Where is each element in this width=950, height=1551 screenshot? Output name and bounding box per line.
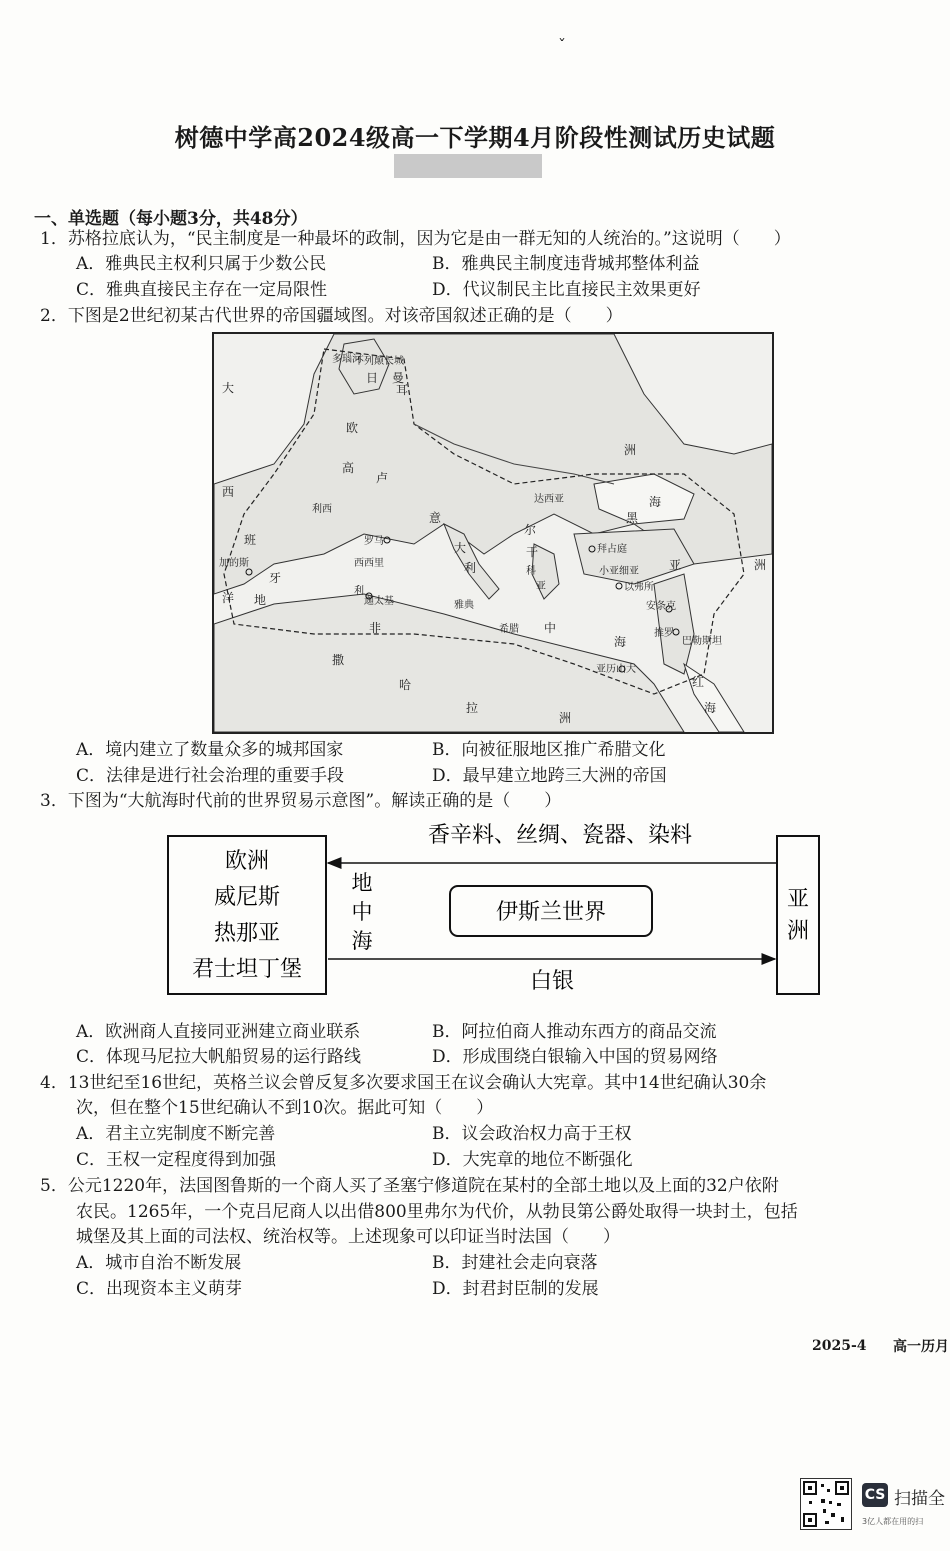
map-label: 高	[342, 461, 355, 475]
question-3-stem: 3．下图为“大航海时代前的世界贸易示意图”。解读正确的是（ ）	[40, 791, 562, 811]
section-heading: 一、单选题（每小题3分，共48分）	[34, 209, 308, 229]
q1-option-b: B．雅典民主制度违背城邦整体利益	[432, 254, 700, 274]
map-label: 加的斯	[219, 558, 249, 569]
asia-box	[777, 836, 819, 994]
footer-subject: 高一历月	[893, 1339, 949, 1355]
sea-label-2: 中	[351, 900, 373, 924]
map-label: 红	[692, 675, 705, 689]
footer-date: 2025-4	[812, 1338, 867, 1354]
trade-diagram	[160, 818, 830, 1002]
map-label: 利	[464, 561, 477, 575]
q1-option-c: C．雅典直接民主存在一定局限性	[76, 280, 328, 300]
silver-label: 白银	[529, 969, 575, 994]
q2-option-c: C．法律是进行社会治理的重要手段	[76, 766, 345, 786]
sea-label-1: 地	[351, 871, 373, 895]
q3-option-b: B．阿拉伯商人推动东西方的商品交流	[432, 1022, 717, 1042]
genoa-label: 热那亚	[213, 921, 281, 946]
question-4-stem-line1: 4．13世纪至16世纪，英格兰议会曾反复多次要求国王在议会确认大宪章。其中14世纪确认30余	[40, 1073, 767, 1093]
map-label: 亚	[669, 558, 682, 572]
map-label: 以弗所	[624, 582, 654, 593]
page-title: 树德中学高2024级高一下学期4月阶段性测试历史试题	[174, 123, 776, 152]
map-label: 洲	[559, 711, 572, 725]
map-label: 不列颠长城	[354, 356, 404, 367]
map-label: 洲	[754, 558, 767, 572]
qr-code-icon	[800, 1478, 852, 1530]
map-label: 曼	[392, 371, 405, 385]
q5-option-c: C．出现资本主义萌芽	[76, 1279, 243, 1299]
q5-option-d: D．封君封臣制的发展	[432, 1279, 599, 1299]
map-label: 日	[366, 371, 379, 385]
q3-option-a: A．欧洲商人直接同亚洲建立商业联系	[76, 1022, 361, 1042]
map-label: 欧	[346, 421, 359, 435]
empire-map	[212, 332, 774, 734]
question-4-stem-line2: 次，但在整个15世纪确认不到10次。据此可知（ ）	[76, 1098, 494, 1118]
q4-option-d: D．大宪章的地位不断强化	[432, 1150, 633, 1170]
q1-option-d: D．代议制民主比直接民主效果更好	[432, 280, 701, 300]
map-label: 中	[544, 621, 557, 635]
map-label: 地	[254, 593, 267, 607]
constantinople-label: 君士坦丁堡	[191, 957, 303, 982]
map-label: 达西亚	[534, 494, 564, 505]
map-label: 意	[429, 511, 442, 525]
map-label: 非	[369, 621, 382, 635]
map-label: 哈	[399, 678, 412, 692]
camscanner-subtitle: 3亿人都在用的扫	[862, 1517, 924, 1526]
map-label: 罗马	[364, 536, 384, 547]
question-2-stem: 2．下图是2世纪初某古代世界的帝国疆域图。对该帝国叙述正确的是（ ）	[40, 306, 623, 326]
map-label: 洋	[222, 591, 235, 605]
map-label: 利	[312, 504, 322, 515]
islamic-world-label: 伊斯兰世界	[495, 900, 607, 925]
question-5-stem-line1: 5．公元1220年，法国图鲁斯的一个商人买了圣塞宁修道院在某村的全部土地以及上面的32户依附	[40, 1176, 779, 1196]
map-label: 干	[526, 545, 539, 559]
camscanner-name: 扫描全	[894, 1489, 945, 1509]
q2-option-a: A．境内建立了数量众多的城邦国家	[76, 740, 344, 760]
map-label: 海	[704, 701, 717, 715]
question-5-stem-line3: 城堡及其上面的司法权、统治权等。上述现象可以印证当时法国（ ）	[76, 1227, 620, 1247]
map-label: 大	[454, 541, 467, 555]
sea-label-3: 海	[351, 929, 373, 953]
map-label: 多瑙河	[332, 354, 362, 365]
map-label: 黑	[626, 511, 639, 525]
map-label: 卢	[376, 471, 389, 485]
q4-option-c: C．王权一定程度得到加强	[76, 1150, 277, 1170]
redaction-bar	[394, 154, 542, 178]
map-label: 推罗	[654, 628, 674, 639]
map-label: 拉	[466, 701, 479, 715]
scan-mark: ˇ	[558, 36, 566, 55]
asia-label-1: 亚	[786, 887, 810, 912]
map-label: 迦太基	[364, 596, 394, 607]
venice-label: 威尼斯	[213, 885, 281, 910]
map-label: 雅典	[454, 600, 474, 611]
map-label: 牙	[269, 571, 282, 585]
map-label: 洲	[624, 443, 637, 457]
asia-label-2: 洲	[786, 919, 810, 944]
map-label: 巴勒斯坦	[682, 636, 722, 647]
map-label: 小亚细亚	[599, 566, 639, 577]
map-label: 西	[222, 485, 235, 499]
map-label: 亚	[536, 581, 546, 592]
question-5-stem-line2: 农民。1265年，一个克吕尼商人以出借800里弗尔为代价，从勃艮第公爵处取得一块封土，包括	[76, 1202, 798, 1222]
map-label: 大	[222, 381, 235, 395]
map-label: 利	[354, 586, 364, 597]
map-label: 安条克	[646, 601, 676, 612]
q2-option-d: D．最早建立地跨三大洲的帝国	[432, 766, 667, 786]
map-label: 海	[649, 495, 662, 509]
q3-option-c: C．体现马尼拉大帆船贸易的运行路线	[76, 1047, 362, 1067]
map-label: 海	[614, 635, 627, 649]
q2-option-b: B．向被征服地区推广希腊文化	[432, 740, 666, 760]
map-label: 耳	[396, 383, 409, 397]
q4-option-a: A．君主立宪制度不断完善	[76, 1124, 276, 1144]
map-label: 希腊	[499, 624, 519, 635]
map-label: 撒	[332, 653, 345, 667]
empire-map-svg	[214, 334, 772, 732]
map-label: 西西里	[354, 558, 384, 569]
goods-top-label: 香辛料、丝绸、瓷器、染料	[427, 823, 693, 848]
europe-label: 欧洲	[224, 849, 270, 874]
q4-option-b: B．议会政治权力高于王权	[432, 1124, 632, 1144]
camscanner-logo: CS	[862, 1483, 888, 1507]
q1-option-a: A．雅典民主权利只属于少数公民	[76, 254, 327, 274]
map-label: 尔	[524, 523, 537, 537]
map-label: 亚历山大	[596, 664, 636, 675]
q3-option-d: D．形成围绕白银输入中国的贸易网络	[432, 1047, 718, 1067]
question-1-stem: 1．苏格拉底认为，“民主制度是一种最坏的政制，因为它是由一群无知的人统治的。”这说明（ ）	[40, 229, 791, 249]
map-label: 科	[526, 566, 536, 577]
map-label: 班	[244, 533, 257, 547]
q5-option-b: B．封建社会走向衰落	[432, 1253, 598, 1273]
q5-option-a: A．城市自治不断发展	[76, 1253, 242, 1273]
map-label: 西	[322, 504, 332, 515]
map-label: 拜占庭	[597, 544, 627, 555]
